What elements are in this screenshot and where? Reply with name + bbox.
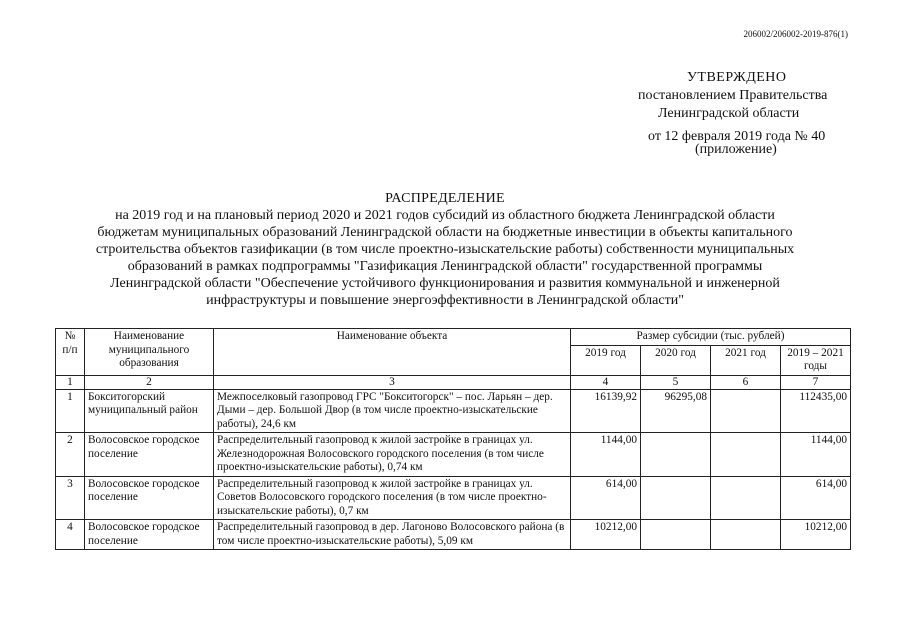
- header-total: 2019 – 2021 годы: [781, 345, 851, 375]
- heading-line: строительства объектов газификации (в том числе проектно-изыскательские работы) собственности муниципальных: [95, 242, 795, 257]
- column-index-row: [56, 375, 851, 389]
- row-total: 1144,00: [781, 433, 851, 477]
- row-municipality: Волосовское городское поселение: [85, 520, 214, 550]
- heading-line: образований в рамках подпрограммы "Газификация Ленинградской области" государственной программы: [127, 259, 763, 274]
- column-index: 5: [641, 375, 711, 389]
- header-object: Наименование объекта: [214, 329, 571, 376]
- column-index: 4: [571, 375, 641, 389]
- table-row: [56, 520, 851, 550]
- row-total: 112435,00: [781, 389, 851, 433]
- column-index: 3: [214, 375, 571, 389]
- document-id: 206002/206002-2019-876(1): [743, 29, 848, 39]
- row-object: Распределительный газопровод к жилой застройке в границах ул. Железнодорожная Волосовского городского поселения (в том числе проектно-изыскательские работы), 0,74 км: [214, 433, 571, 477]
- header-no: № п/п: [56, 329, 85, 376]
- row-2019: 16139,92: [571, 389, 641, 433]
- row-municipality: Волосовское городское поселение: [85, 433, 214, 477]
- header-2019: 2019 год: [571, 345, 641, 375]
- column-index: 2: [85, 375, 214, 389]
- row-no: 4: [56, 520, 85, 550]
- header-subsidy: Размер субсидии (тыс. рублей): [571, 329, 851, 346]
- heading-line: на 2019 год и на плановый период 2020 и 2021 годов субсидий из областного бюджета Ленинградской области: [115, 208, 775, 223]
- heading-line: бюджетам муниципальных образований Ленинградской области на бюджетные инвестиции в объекты капитального: [97, 225, 793, 240]
- row-2020: [641, 520, 711, 550]
- row-2019: 10212,00: [571, 520, 641, 550]
- table-row: [56, 389, 851, 433]
- row-no: 1: [56, 389, 85, 433]
- column-index: 7: [781, 375, 851, 389]
- row-2019: 1144,00: [571, 433, 641, 477]
- header-2021: 2021 год: [711, 345, 781, 375]
- column-index: 1: [56, 375, 85, 389]
- header-2020: 2020 год: [641, 345, 711, 375]
- row-no: 3: [56, 476, 85, 520]
- row-total: 614,00: [781, 476, 851, 520]
- subsidy-table: [55, 328, 851, 550]
- row-object: Распределительный газопровод к жилой застройке в границах ул. Советов Волосовского городского поселения (в том числе проектно-изыскательские работы), 0,7 км: [214, 476, 571, 520]
- approval-line: Ленинградской области: [658, 106, 800, 121]
- row-municipality: Волосовское городское поселение: [85, 476, 214, 520]
- row-municipality: Бокситогорский муниципальный район: [85, 389, 214, 433]
- row-no: 2: [56, 433, 85, 477]
- heading-line: инфраструктуры и повышение энергоэффективности в Ленинградской области": [206, 293, 684, 308]
- approval-date: от 12 февраля 2019 года № 40: [648, 129, 826, 144]
- table-row: [56, 476, 851, 520]
- table-header-row: [56, 329, 851, 346]
- row-object: Межпоселковый газопровод ГРС "Бокситогорск" – пос. Ларьян – дер. Дыми – дер. Большой Двор (в том числе проектно-изыскательские работы), 24,6 км: [214, 389, 571, 433]
- row-object: Распределительный газопровод в дер. Лагоново Волосовского района (в том числе проектно-изыскательские работы), 5,09 км: [214, 520, 571, 550]
- row-2020: [641, 433, 711, 477]
- row-2021: [711, 476, 781, 520]
- row-2021: [711, 389, 781, 433]
- row-2021: [711, 433, 781, 477]
- document-title: РАСПРЕДЕЛЕНИЕ: [385, 191, 505, 206]
- header-municipality: Наименование муниципального образования: [85, 329, 214, 376]
- table-row: [56, 433, 851, 477]
- approval-line: постановлением Правительства: [638, 88, 828, 103]
- row-2020: [641, 476, 711, 520]
- document-heading: [40, 190, 850, 309]
- row-2020: 96295,08: [641, 389, 711, 433]
- column-index: 6: [711, 375, 781, 389]
- row-2019: 614,00: [571, 476, 641, 520]
- heading-line: Ленинградской области "Обеспечение устойчивого функционирования и развития коммунальной и инженерной: [110, 276, 780, 291]
- approval-line: (приложение): [695, 142, 777, 157]
- approval-title: УТВЕРЖДЕНО: [687, 70, 787, 85]
- row-total: 10212,00: [781, 520, 851, 550]
- row-2021: [711, 520, 781, 550]
